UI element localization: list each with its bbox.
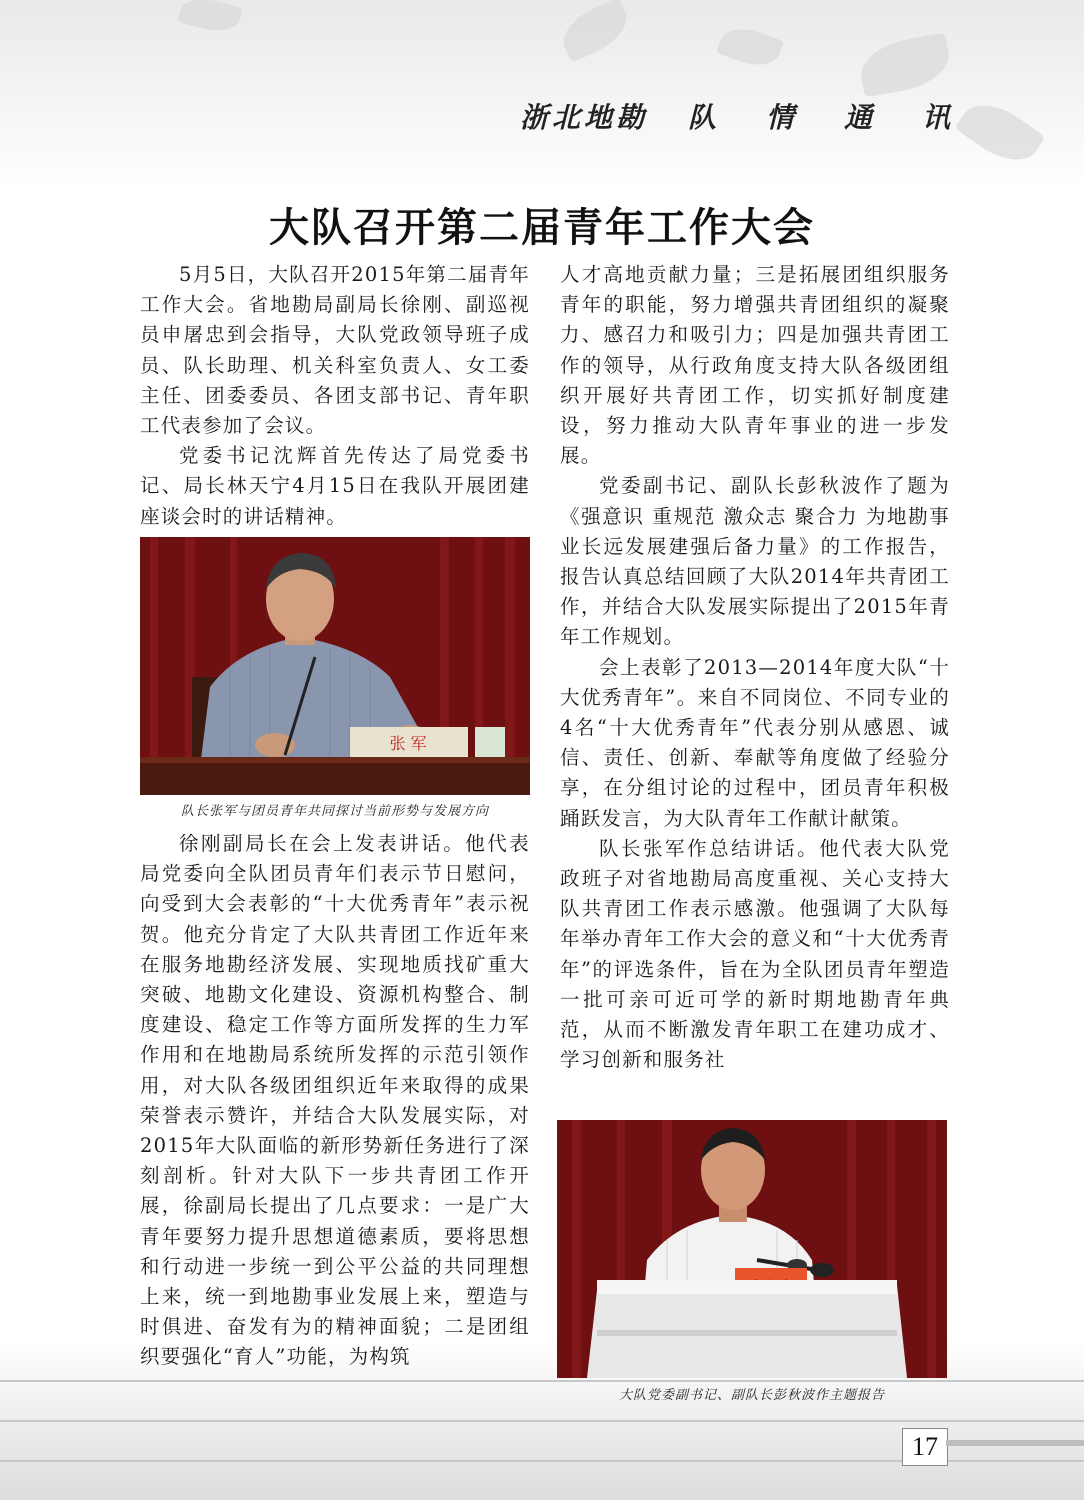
paragraph-continuation: 人才高地贡献力量；三是拓展团组织服务青年的职能，努力增强共青团组织的凝聚力、感召力和吸引力；四是加强共青团工作的领导，从行政角度支持大队各级团组织开展好共青团工作，切实抓好制度建设，努力推动大队青年事业的进一步发展。 [560,263,950,468]
decorative-leaf [856,33,953,98]
article-title: 大队召开第二届青年工作大会 [269,205,815,251]
paragraph: 徐刚副局长在会上发表讲话。他代表局党委向全队团员青年们表示节日慰问，向受到大会表彰的“十大优秀青年”表示祝贺。他充分肯定了大队共青团工作近年来在服务地勘经济发展、实现地质找矿重大突破、地勘文化建设、资源机构整合、制度建设、稳定工作等方面所发挥的生力军作用和在地勘局系统所发挥的示范引领作用，对大队各级团组织近年来取得的成果荣誉表示赞许，并结合大队发展实际，对2015年大队面临的新形势新任务进行了深刻剖析。针对大队下一步共青团工作开展，徐副局长提出了几点要求：一是广大青年要努力提升思想道德素质，要将思想和行动进一步统一到公平公益的共同理想上来，统一到地勘事业发展上来，塑造与时俱进、奋发有为的精神面貌；二是团组织要强化“育人”功能，为构筑 [140,832,530,1369]
photo-caption: 队长张军与团员青年共同探讨当前形势与发展方向 [180,804,489,819]
book-page-line [0,1420,1084,1422]
paragraph: 会上表彰了2013—2014年度大队“十大优秀青年”。来自不同岗位、不同专业的4名“十大优秀青年”代表分别从感恩、诚信、责任、创新、奉献等角度做了经验分享，在分组讨论的过程中，团员青年积极踊跃发言，为大队青年工作献计献策。 [560,655,950,830]
decorative-leaf [177,0,243,37]
paragraph: 队长张军作总结讲话。他代表大队党政班子对省地勘局高度重视、关心支持大队共青团工作表示感激。他强调了大队每年举办青年工作大会的意义和“十大优秀青年”的评选条件，旨在为全队团员青年塑造一批可亲可近可学的新时期地勘青年典范，从而不断激发青年职工在建功成才、学习创新和服务社 [560,836,950,1072]
photo-caption: 大队党委副书记、副队长彭秋波作主题报告 [618,1388,885,1403]
header-char: 通 [843,101,872,134]
header-char: 情 [765,101,794,134]
photo-speaker-pengqiubo [557,1120,947,1378]
name-card: 张 军 [389,734,427,753]
photo-illustration [557,1120,947,1378]
left-column-bottom [140,829,530,1373]
page-number: 17 [902,1428,948,1466]
right-column [560,260,950,1075]
photo-speaker-zhangjun [140,537,530,795]
paragraph: 5月5日，大队召开2015年第二届青年工作大会。省地勘局副局长徐刚、副巡视员申屠忠到会指导，大队党政领导班子成员、队长助理、机关科室负责人、女工委主任、团委委员、各团支部书记、青年职工代表参加了会议。 [140,263,530,438]
header-char: 队 [687,101,716,134]
paragraph: 党委书记沈辉首先传达了局党委书记、局长林天宁4月15日在我队开展团建座谈会时的讲话精神。 [140,444,530,528]
header-publisher: 浙北地勘 [520,101,649,134]
decorative-leaf [716,21,784,73]
magazine-header [520,96,950,136]
header-char: 讯 [921,101,950,134]
page-number-rule [946,1440,1084,1446]
decorative-leaf [555,0,635,63]
photo-illustration [140,537,530,795]
decorative-leaf [954,91,1045,174]
book-page-line [0,1380,1084,1382]
header-background [0,0,1084,190]
left-column-top [140,260,530,532]
paragraph: 党委副书记、副队长彭秋波作了题为《强意识 重规范 激众志 聚合力 为地勘事业长远发展建强后备力量》的工作报告，报告认真总结回顾了大队2014年共青团工作，并结合大队发展实际提出了2015年青年工作规划。 [560,474,950,649]
header-section [688,96,950,136]
